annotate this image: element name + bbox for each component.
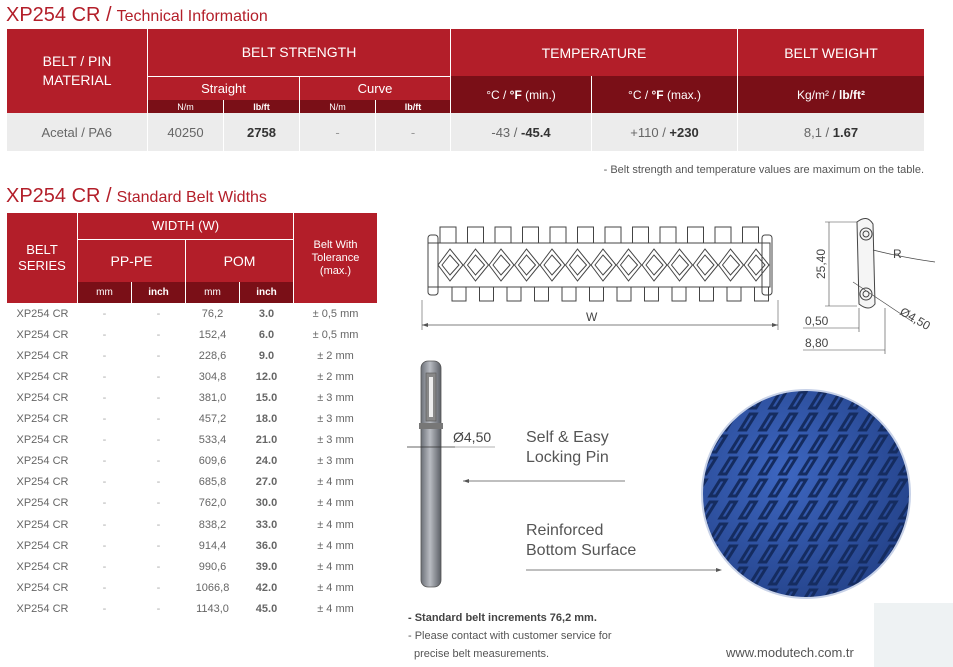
cell-tolerance: ± 4 mm	[317, 539, 354, 552]
cell-pom-inch: 24.0	[255, 455, 278, 468]
cell-ppe-mm: -	[102, 602, 107, 615]
header-straight-nm: N/m	[148, 100, 224, 113]
cell-pom-inch: 12.0	[255, 370, 278, 383]
table-row	[7, 472, 378, 493]
cell-ppe-inch: -	[156, 434, 161, 447]
cell-ppe-mm: -	[102, 539, 107, 552]
table-row	[7, 598, 378, 619]
cell-material: Acetal / PA6	[7, 113, 148, 151]
header-ppe-mm: mm	[78, 282, 132, 303]
cell-pom-mm: 533,4	[198, 434, 227, 447]
table-row	[7, 577, 378, 598]
cell-weight: 8,1 / 1.67	[738, 113, 925, 151]
table-row	[7, 514, 378, 535]
cell-pom-mm: 1066,8	[195, 581, 230, 594]
cell-pom-inch: 36.0	[255, 539, 278, 552]
cell-tolerance: ± 4 mm	[317, 581, 354, 594]
table-row	[7, 493, 378, 514]
cell-ppe-inch: -	[156, 392, 161, 405]
cell-pom-inch: 15.0	[255, 392, 278, 405]
cell-pom-mm: 228,6	[198, 349, 227, 362]
table-row	[7, 345, 378, 366]
note-measurements: precise belt measurements.	[414, 648, 550, 660]
header-weight: BELT WEIGHT	[738, 29, 925, 76]
cell-series: XP254 CR	[16, 392, 69, 405]
cell-tolerance: ± 3 mm	[317, 455, 354, 468]
cell-series: XP254 CR	[16, 602, 69, 615]
note-increments: - Standard belt increments 76,2 mm.	[408, 612, 597, 624]
dim-pitch-label: 8,80	[805, 336, 829, 350]
cell-ppe-mm: -	[102, 497, 107, 510]
cell-ppe-mm: -	[102, 370, 107, 383]
cell-ppe-mm: -	[102, 518, 107, 531]
cell-pom-mm: 76,2	[201, 307, 224, 320]
belt-drawing	[410, 215, 785, 335]
cell-ppe-mm: -	[102, 349, 107, 362]
cell-ppe-inch: -	[156, 455, 161, 468]
dim-r-label: R	[893, 247, 902, 261]
cell-ppe-inch: -	[156, 307, 161, 320]
cell-series: XP254 CR	[16, 518, 69, 531]
pin-dim-label: Ø4,50	[453, 429, 492, 445]
cell-tolerance: ± 3 mm	[317, 434, 354, 447]
cell-tolerance: ± 2 mm	[317, 370, 354, 383]
cell-ppe-inch: -	[156, 602, 161, 615]
cell-tolerance: ± 0,5 mm	[312, 328, 359, 341]
header-curve-nm: N/m	[300, 100, 376, 113]
tech-title-code: XP254 CR /	[6, 4, 112, 26]
pin-caption: Self & Easy Locking Pin	[526, 429, 609, 466]
table-row	[7, 451, 378, 472]
tech-footnote: - Belt strength and temperature values are maximum on the table.	[603, 164, 924, 176]
cell-ppe-inch: -	[156, 476, 161, 489]
cell-series: XP254 CR	[16, 413, 69, 426]
cell-straight-nm: 40250	[148, 113, 224, 151]
cell-pom-inch: 42.0	[255, 581, 278, 594]
surface-caption: Reinforced Bottom Surface	[526, 522, 637, 559]
note-contact: - Please contact with customer service for	[408, 630, 612, 642]
cell-pom-inch: 9.0	[258, 349, 275, 362]
cell-pom-mm: 381,0	[198, 392, 227, 405]
cell-series: XP254 CR	[16, 434, 69, 447]
profile-drawing	[795, 212, 950, 357]
cell-ppe-mm: -	[102, 476, 107, 489]
cell-pom-mm: 152,4	[198, 328, 227, 341]
cell-ppe-inch: -	[156, 560, 161, 573]
cell-pom-mm: 914,4	[198, 539, 227, 552]
cell-pom-mm: 1143,0	[196, 602, 229, 615]
cell-pom-inch: 18.0	[255, 413, 278, 426]
cell-pom-inch: 6.0	[258, 328, 275, 341]
cell-series: XP254 CR	[16, 455, 69, 468]
cell-pom-mm: 990,6	[198, 560, 227, 573]
bottom-surface-photo	[700, 388, 912, 600]
corner-box	[874, 603, 953, 667]
header-tolerance: Belt With Tolerance (max.)	[294, 213, 378, 303]
cell-ppe-inch: -	[156, 497, 161, 510]
cell-series: XP254 CR	[16, 476, 69, 489]
cell-ppe-mm: -	[102, 434, 107, 447]
header-weight-unit: Kg/m² / lb/ft²	[738, 76, 925, 113]
cell-series: XP254 CR	[16, 328, 69, 341]
header-ppe-inch: inch	[132, 282, 186, 303]
table-row	[7, 324, 378, 345]
cell-ppe-inch: -	[156, 349, 161, 362]
cell-tolerance: ± 3 mm	[317, 392, 354, 405]
table-row	[7, 556, 378, 577]
cell-series: XP254 CR	[16, 307, 69, 320]
cell-ppe-inch: -	[156, 413, 161, 426]
cell-pom-inch: 27.0	[255, 476, 278, 489]
cell-curve-nm: -	[300, 113, 376, 151]
table-row	[7, 303, 378, 324]
cell-ppe-inch: -	[156, 370, 161, 383]
cell-pom-mm: 838,2	[198, 518, 227, 531]
tech-table	[6, 29, 925, 151]
cell-pom-mm: 609,6	[198, 455, 227, 468]
cell-pom-mm: 762,0	[198, 497, 227, 510]
cell-tolerance: ± 4 mm	[317, 497, 354, 510]
cell-ppe-mm: -	[102, 455, 107, 468]
width-label: W	[586, 310, 598, 324]
cell-pom-inch: 45.0	[255, 602, 278, 615]
cell-pom-mm: 685,8	[198, 476, 227, 489]
cell-tolerance: ± 4 mm	[317, 560, 354, 573]
cell-ppe-mm: -	[102, 328, 107, 341]
cell-curve-lbft: -	[376, 113, 451, 151]
cell-tolerance: ± 3 mm	[317, 413, 354, 426]
cell-series: XP254 CR	[16, 497, 69, 510]
table-row	[7, 430, 378, 451]
cell-pom-inch: 30.0	[255, 497, 278, 510]
cell-straight-lbft: 2758	[224, 113, 300, 151]
table-row	[7, 366, 378, 387]
header-ppe: PP-PE	[78, 239, 186, 282]
cell-series: XP254 CR	[16, 560, 69, 573]
table-row	[7, 535, 378, 556]
cell-ppe-inch: -	[156, 539, 161, 552]
website-link[interactable]: www.modutech.com.tr	[726, 645, 854, 660]
header-curve-lbft: lb/ft	[376, 100, 451, 113]
tech-title	[6, 4, 268, 27]
dim-height-label: 25,40	[814, 248, 828, 280]
header-series: BELT SERIES	[7, 213, 78, 303]
table-row	[7, 409, 378, 430]
cell-temp-min: -43 / -45.4	[451, 113, 592, 151]
cell-pom-inch: 3.0	[258, 307, 275, 320]
cell-pom-inch: 21.0	[255, 434, 278, 447]
cell-pom-mm: 304,8	[198, 370, 227, 383]
cell-pom-mm: 457,2	[198, 413, 227, 426]
cell-ppe-mm: -	[102, 581, 107, 594]
header-width: WIDTH (W)	[78, 213, 294, 239]
cell-series: XP254 CR	[16, 581, 69, 594]
cell-ppe-mm: -	[102, 307, 107, 320]
cell-tolerance: ± 0,5 mm	[312, 307, 359, 320]
cell-temp-max: +110 / +230	[592, 113, 738, 151]
header-strength: BELT STRENGTH	[148, 29, 451, 76]
header-straight: Straight	[148, 76, 300, 100]
width-rows	[7, 303, 378, 619]
header-material: BELT / PIN MATERIAL	[7, 29, 148, 113]
header-temp-min: °C / °F (min.)	[451, 76, 592, 113]
cell-pom-inch: 39.0	[255, 560, 278, 573]
table-row	[7, 387, 378, 408]
cell-ppe-inch: -	[156, 518, 161, 531]
widths-title-sub: Standard Belt Widths	[116, 189, 267, 206]
widths-title	[6, 185, 267, 208]
header-pom-mm: mm	[186, 282, 240, 303]
cell-ppe-mm: -	[102, 413, 107, 426]
dim-gap-label: 0,50	[805, 314, 829, 328]
cell-tolerance: ± 4 mm	[317, 518, 354, 531]
cell-tolerance: ± 2 mm	[317, 349, 354, 362]
cell-ppe-inch: -	[156, 581, 161, 594]
cell-tolerance: ± 4 mm	[317, 602, 354, 615]
cell-pom-inch: 33.0	[255, 518, 278, 531]
header-temp-max: °C / °F (max.)	[592, 76, 738, 113]
cell-ppe-inch: -	[156, 328, 161, 341]
cell-series: XP254 CR	[16, 370, 69, 383]
widths-table	[6, 213, 378, 620]
header-curve: Curve	[300, 76, 451, 100]
header-straight-lbft: lb/ft	[224, 100, 300, 113]
cell-series: XP254 CR	[16, 349, 69, 362]
cell-ppe-mm: -	[102, 392, 107, 405]
cell-tolerance: ± 4 mm	[317, 476, 354, 489]
widths-title-code: XP254 CR /	[6, 185, 112, 207]
header-temperature: TEMPERATURE	[451, 29, 738, 76]
header-pom-inch: inch	[240, 282, 294, 303]
dim-hole-label: Ø4,50	[897, 304, 933, 333]
header-pom: POM	[186, 239, 294, 282]
cell-series: XP254 CR	[16, 539, 69, 552]
tech-title-sub: Technical Information	[116, 8, 268, 25]
cell-ppe-mm: -	[102, 560, 107, 573]
